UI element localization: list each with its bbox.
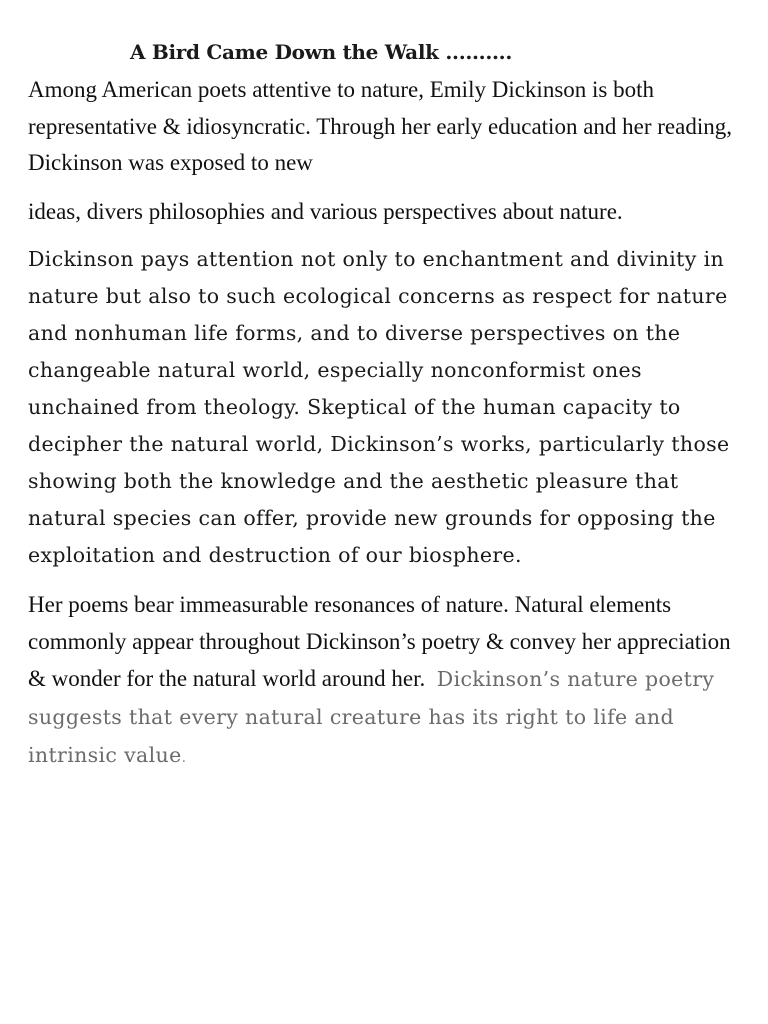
paragraph-ecology: Dickinson pays attention not only to enchantment and divinity in nature but also to such ecological concerns as respect for nature and nonhuman life forms, and to diverse perspectives on the changeable natural world, especially nonconformist ones unchained from theology. Skeptical of the human capacity to decipher the natural world, Dickinson’s works, particularly those showing both the knowledge and the aesthetic pleasure that natural species can offer, provide new grounds for opposing the exploitation and destruction of our biosphere. bbox=[28, 246, 730, 567]
paragraph-intro: Among American poets attentive to nature, Emily Dickinson is both representative & idiosyncratic. Through her early education and her reading, Dickinson was exposed to new bbox=[28, 77, 732, 175]
paragraph-resonances bbox=[28, 586, 748, 777]
paragraph-intro-continued: ideas, divers philosophies and various perspectives about nature. bbox=[28, 198, 623, 224]
paragraph-resonances-text: Her poems bear immeasurable resonances of nature. Natural elements commonly appear throughout Dickinson’s poetry & convey her appreciation & wonder for the natural world around her. bbox=[28, 591, 731, 691]
highlighted-quote: Dickinson’s nature poetry suggests that every natural creature has its right to life and intrinsic value bbox=[28, 666, 715, 767]
page-title: A Bird Came Down the Walk .......... bbox=[130, 40, 512, 64]
closing-period: . bbox=[181, 749, 187, 766]
